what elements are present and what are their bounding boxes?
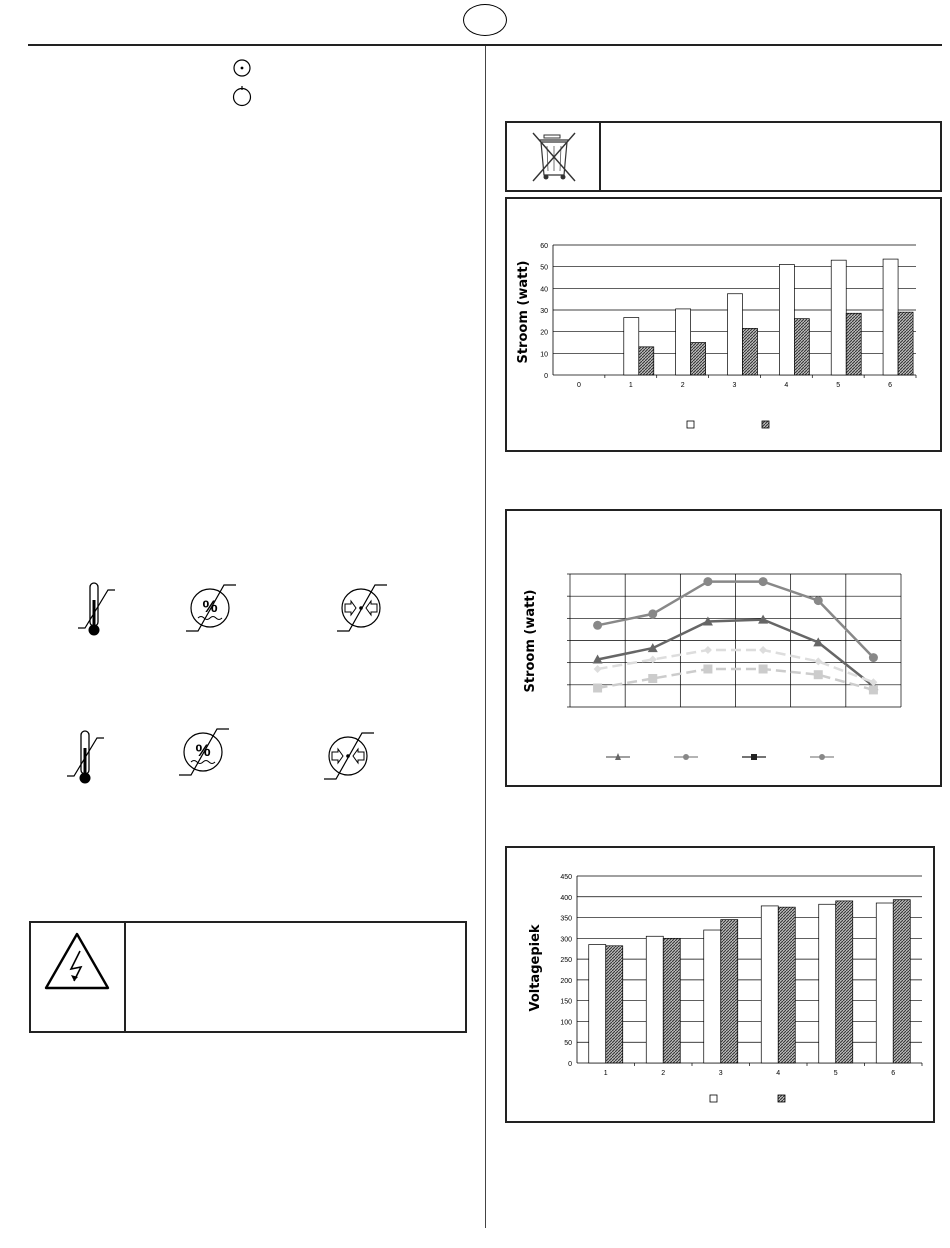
data-point — [869, 685, 878, 694]
y-tick-label: 350 — [560, 915, 572, 923]
bar — [794, 319, 809, 375]
bar — [743, 328, 758, 375]
data-point — [814, 670, 823, 679]
power-bar-chart-box — [505, 197, 942, 452]
bar — [893, 900, 910, 1063]
legend-swatch — [710, 1095, 717, 1102]
data-point — [814, 657, 822, 665]
humidity-icon — [177, 724, 232, 779]
x-tick-label: 5 — [836, 382, 841, 389]
bar — [846, 313, 861, 375]
legend-marker — [751, 754, 757, 760]
x-tick-label: 6 — [888, 382, 893, 389]
humidity-icon — [184, 580, 239, 635]
pressure-icon — [335, 580, 390, 635]
column-divider — [485, 46, 486, 1228]
data-point — [703, 577, 712, 586]
data-point — [648, 609, 657, 618]
bar — [663, 938, 680, 1063]
bar — [876, 903, 893, 1063]
crossed-out-bin-icon — [529, 129, 579, 185]
x-tick-label: 1 — [628, 382, 633, 389]
circle-off-icon — [231, 84, 253, 108]
bar — [624, 318, 639, 375]
bar — [606, 946, 623, 1063]
weee-box — [505, 121, 942, 192]
bar — [721, 920, 738, 1063]
bar — [883, 259, 898, 375]
y-tick-label: 60 — [540, 243, 548, 250]
thermometer-icon — [65, 728, 110, 788]
voltage-bar-chart — [507, 848, 933, 1121]
x-tick-label: 5 — [833, 1070, 838, 1077]
data-point — [703, 665, 712, 674]
voltage-bar-chart-box — [505, 846, 935, 1123]
y-tick-label: 200 — [560, 977, 572, 985]
bar — [676, 309, 691, 375]
y-tick-label: 40 — [540, 286, 548, 294]
bar — [898, 312, 913, 375]
legend-swatch — [687, 421, 694, 428]
y-tick-label: 50 — [564, 1040, 572, 1048]
circle-dot-icon — [232, 58, 252, 78]
high-voltage-warning-icon — [43, 931, 111, 991]
y-axis-label: Stroom (watt) — [516, 260, 531, 364]
data-point — [649, 656, 657, 664]
power-bar-chart — [507, 199, 940, 450]
pressure-icon — [322, 728, 377, 783]
data-point — [704, 646, 712, 654]
bar — [819, 904, 836, 1063]
y-tick-label: 300 — [560, 936, 572, 944]
y-tick-label: 20 — [540, 329, 548, 337]
x-tick-label: 4 — [776, 1070, 781, 1077]
bar — [589, 945, 606, 1063]
data-point — [648, 674, 657, 683]
legend-marker — [819, 754, 825, 760]
language-badge — [463, 4, 507, 36]
data-point — [814, 596, 823, 605]
warning-box — [29, 921, 467, 1033]
x-tick-label: 3 — [718, 1070, 723, 1077]
power-line-chart-box — [505, 509, 942, 787]
data-point — [759, 646, 767, 654]
data-point — [593, 621, 602, 630]
data-point — [759, 577, 768, 586]
bar — [728, 294, 743, 375]
svg-text:%: % — [202, 597, 218, 616]
x-tick-label: 1 — [603, 1070, 608, 1077]
bar — [704, 930, 721, 1063]
bar — [836, 901, 853, 1063]
bar — [761, 906, 778, 1063]
y-tick-label: 100 — [560, 1019, 572, 1027]
y-tick-label: 450 — [560, 874, 572, 881]
bar — [691, 343, 706, 376]
legend-marker — [683, 754, 689, 760]
x-tick-label: 6 — [891, 1070, 896, 1077]
warning-box-divider — [124, 923, 126, 1031]
bar — [646, 936, 663, 1063]
legend-swatch — [762, 421, 769, 428]
y-tick-label: 0 — [544, 373, 548, 380]
weee-box-divider — [599, 123, 601, 190]
svg-text:%: % — [195, 741, 211, 760]
bar — [831, 260, 846, 375]
y-tick-label: 150 — [560, 998, 572, 1006]
y-axis-label: Stroom (watt) — [523, 589, 538, 693]
data-point — [759, 665, 768, 674]
x-tick-label: 3 — [732, 382, 737, 389]
y-tick-label: 0 — [568, 1061, 572, 1068]
bar — [778, 907, 795, 1063]
x-tick-label: 4 — [784, 382, 789, 389]
x-tick-label: 2 — [680, 382, 685, 389]
x-tick-label: 2 — [661, 1070, 666, 1077]
legend-swatch — [778, 1095, 785, 1102]
y-tick-label: 10 — [540, 351, 548, 359]
bar — [639, 347, 654, 375]
y-tick-label: 250 — [560, 957, 572, 965]
bar — [779, 265, 794, 376]
data-point — [593, 684, 602, 693]
y-tick-label: 50 — [540, 264, 548, 272]
power-line-chart — [507, 511, 940, 785]
data-point — [869, 653, 878, 662]
y-tick-label: 400 — [560, 894, 572, 902]
data-point — [594, 665, 602, 673]
y-tick-label: 30 — [540, 308, 548, 315]
thermometer-icon — [75, 580, 120, 640]
y-axis-label: Voltagepiek — [528, 924, 543, 1012]
x-tick-label: 0 — [576, 382, 581, 389]
